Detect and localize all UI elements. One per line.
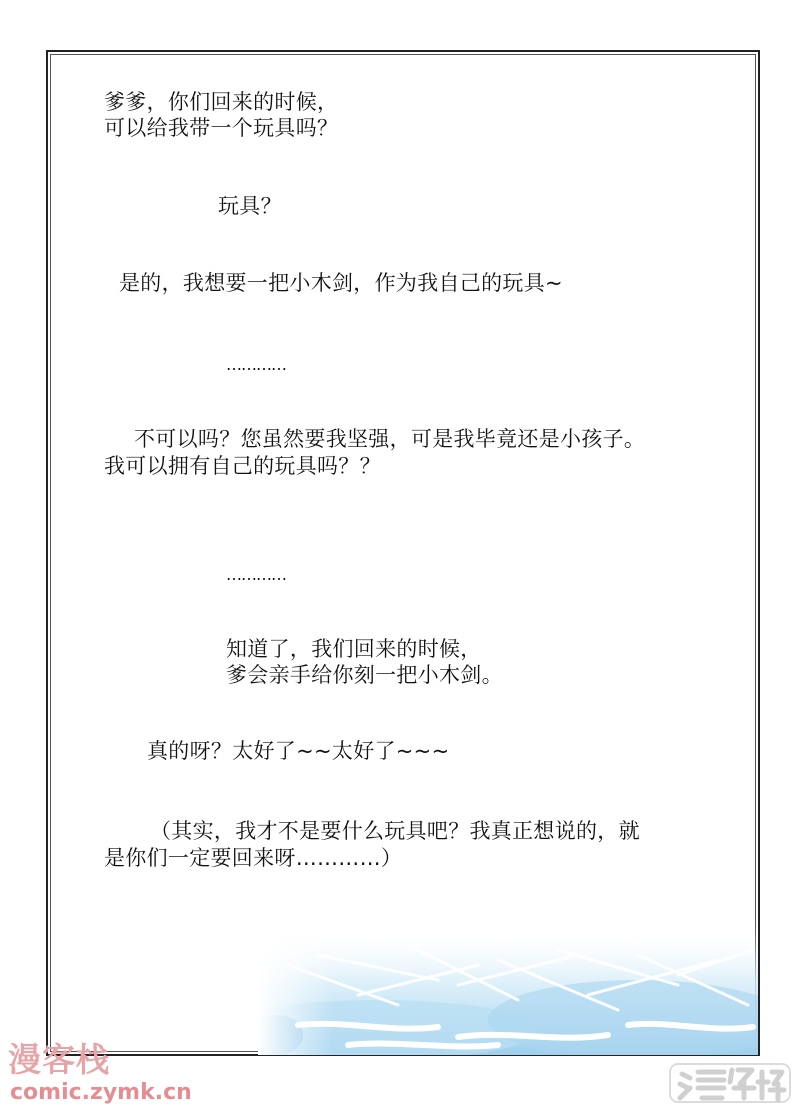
dialogue-line-9: 知道了，我们回来的时候， [226, 637, 482, 661]
dialogue-line-11: 真的呀？太好了~~太好了~~~ [147, 739, 450, 763]
dialogue-line-5: ………… [226, 355, 286, 374]
dialogue-line-3: 玩具？ [218, 194, 282, 218]
dialogue-line-10: 爹会亲手给你刻一把小木剑。 [226, 663, 503, 687]
zymk-logo-icon [668, 1058, 792, 1106]
dialogue-line-2: 可以给我带一个玩具吗？ [104, 116, 339, 140]
comic-panel-frame [46, 50, 760, 1056]
zymk-watermark [6, 1040, 216, 1110]
zymk-brand-text: 漫客栈 [8, 1040, 110, 1079]
dialogue-line-1: 爹爹，你们回来的时候， [104, 90, 339, 114]
dialogue-line-13: 是你们一定要回来呀…………） [104, 846, 403, 870]
dialogue-line-8: ………… [226, 565, 286, 584]
dialogue-line-4: 是的，我想要一把小木剑，作为我自己的玩具~ [119, 271, 563, 295]
zymk-url-text: comic.zymk.cn [10, 1080, 192, 1105]
ice-texture-decoration [258, 925, 758, 1055]
dialogue-line-6: 不可以吗？您虽然要我坚强，可是我毕竟还是小孩子。 [134, 427, 646, 451]
dialogue-line-12: （其实，我才不是要什么玩具吧？我真正想说的，就 [150, 819, 640, 843]
dialogue-line-7: 我可以拥有自己的玩具吗？？ [104, 454, 381, 478]
